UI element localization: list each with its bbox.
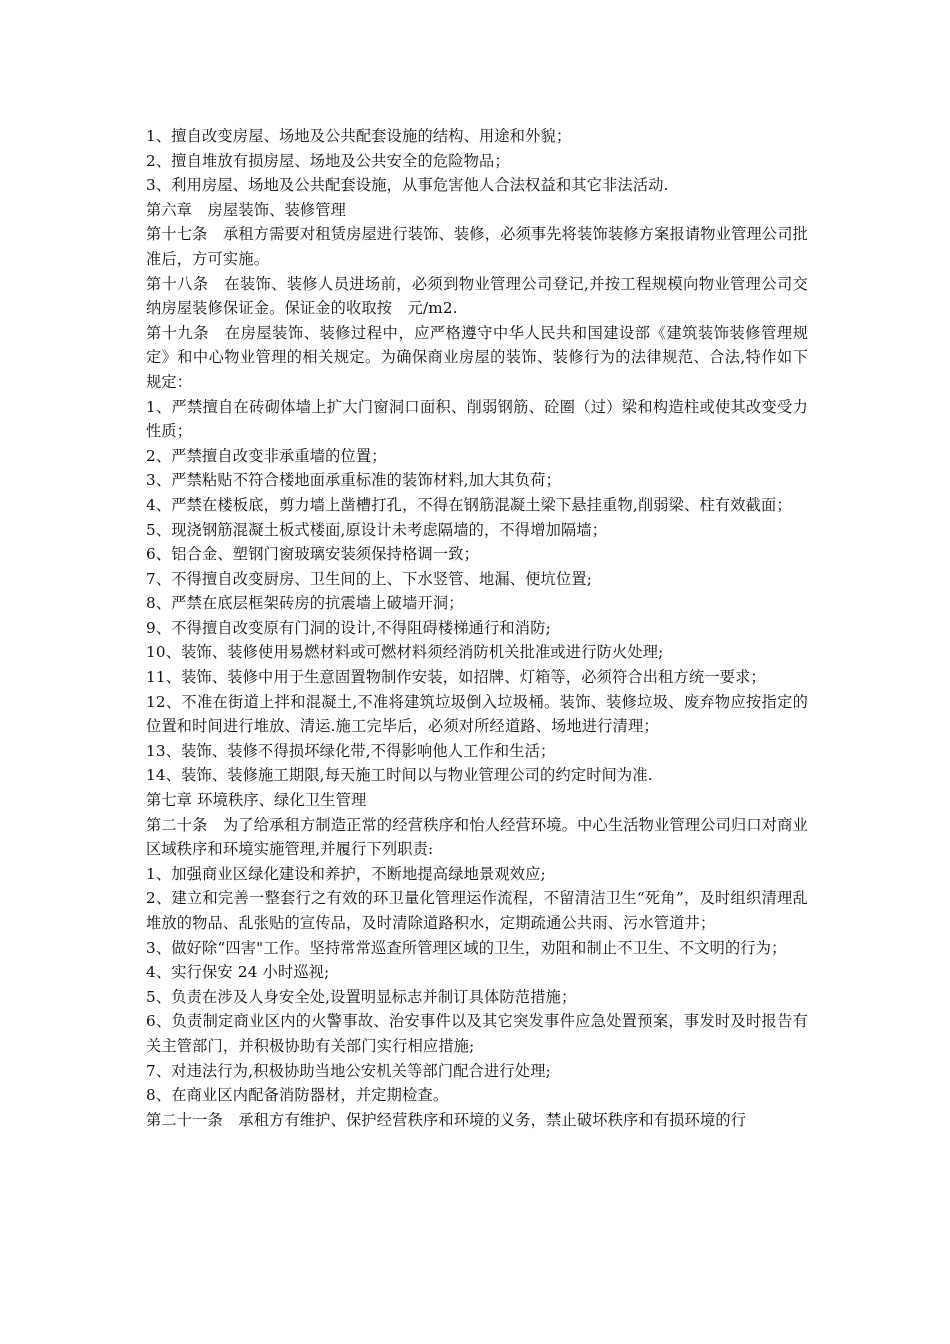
clause-paragraph: 8、在商业区内配备消防器材，并定期检查。 xyxy=(146,1086,449,1105)
clause-paragraph: 7、不得擅自改变厨房、卫生间的上、下水竖管、地漏、便坑位置; xyxy=(146,569,593,588)
clause-paragraph: 8、严禁在底层框架砖房的抗震墙上破墙开洞； xyxy=(146,594,464,613)
clause-paragraph: 2、严禁擅自改变非承重墙的位置； xyxy=(146,446,387,465)
article-paragraph: 第十八条 在装饰、装修人员进场前，必须到物业管理公司登记,并按工程规模向物业管理公司交纳房屋装修保证金。保证金的收取按 元/m2. xyxy=(146,274,808,318)
clause-paragraph: 12、不准在街道上拌和混凝土,不准将建筑垃圾倒入垃圾桶。装饰、装修垃圾、废弃物应按指定的位置和时间进行堆放、清运.施工完毕后，必须对所经道路、场地进行清理； xyxy=(146,692,808,736)
clause-paragraph: 4、严禁在楼板底，剪力墙上凿槽打孔，不得在钢筋混凝土梁下悬挂重物,削弱梁、柱有效截面； xyxy=(146,495,792,514)
clause-paragraph: 5、现浇钢筋混凝土板式楼面,原设计未考虑隔墙的，不得增加隔墙； xyxy=(146,520,608,539)
clause-paragraph: 9、不得擅自改变原有门洞的设计,不得阻碍楼梯通行和消防; xyxy=(146,618,551,637)
clause-paragraph: 7、对违法行为,积极协助当地公安机关等部门配合进行处理; xyxy=(146,1061,551,1080)
clause-paragraph: 6、负责制定商业区内的火警事故、治安事件以及其它突发事件应急处置预案，事发时及时报告有关主管部门，并积极协助有关部门实行相应措施; xyxy=(146,1012,808,1055)
clause-paragraph: 3、利用房屋、场地及公共配套设施，从事危害他人合法权益和其它非法活动. xyxy=(146,176,669,195)
clause-paragraph: 2、建立和完善一整套行之有效的环卫量化管理运作流程，不留清洁卫生“死角”，及时组织清理乱堆放的物品、乱张贴的宣传品，及时清除道路积水，定期疏通公共雨、污水管道井； xyxy=(146,889,808,932)
clause-paragraph: 13、装饰、装修不得损坏绿化带,不得影响他人工作和生活； xyxy=(146,741,556,760)
article-paragraph: 第十七条 承租方需要对租赁房屋进行装饰、装修，必须事先将装饰装修方案报请物业管理公司批准后，方可实施。 xyxy=(146,225,808,268)
document-body xyxy=(146,124,808,1132)
clause-paragraph: 1、擅自改变房屋、场地及公共配套设施的结构、用途和外貌； xyxy=(146,127,572,145)
clause-paragraph: 3、严禁粘贴不符合楼地面承重标准的装饰材料,加大其负荷； xyxy=(146,471,561,490)
clause-paragraph: 2、擅自堆放有损房屋、场地及公共安全的危险物品； xyxy=(146,151,510,170)
article-paragraph: 第十九条 在房屋装饰、装修过程中，应严格遵守中华人民共和国建设部《建筑装饰装修管理规定》和中心物业管理的相关规定。为确保商业房屋的装饰、装修行为的法律规范、合法,特作如下规定： xyxy=(146,323,808,391)
clause-paragraph: 6、铝合金、塑钢门窗玻璃安装须保持格调一致； xyxy=(146,545,480,564)
clause-paragraph: 10、装饰、装修使用易燃材料或可燃材料须经消防机关批准或进行防火处理; xyxy=(146,643,664,662)
clause-paragraph: 14、装饰、装修施工期限,每天施工时间以与物业管理公司的约定时间为准. xyxy=(146,766,653,785)
chapter-heading: 第六章 房屋装饰、装修管理 xyxy=(146,200,347,219)
chapter-heading: 第七章 环境秩序、绿化卫生管理 xyxy=(146,791,367,810)
clause-paragraph: 4、实行保安 24 小时巡视; xyxy=(146,963,330,982)
article-paragraph: 第二十一条 承租方有维护、保护经营秩序和环境的义务，禁止破坏秩序和有损环境的行 xyxy=(146,1110,747,1129)
article-paragraph: 第二十条 为了给承租方制造正常的经营秩序和怡人经营环境。中心生活物业管理公司归口对商业区域秩序和环境实施管理,并履行下列职责: xyxy=(146,815,808,859)
clause-paragraph: 3、做好除“四害"工作。坚持常常巡查所管理区域的卫生，劝阻和制止不卫生、不文明的行为； xyxy=(146,938,787,957)
clause-paragraph: 1、严禁擅自在砖砌体墙上扩大门窗洞口面积、削弱钢筋、砼圈（过）梁和构造柱或使其改变受力性质； xyxy=(146,397,808,441)
clause-paragraph: 5、负责在涉及人身安全处,设置明显标志并制订具体防范措施； xyxy=(146,987,577,1006)
clause-paragraph: 1、加强商业区绿化建设和养护，不断地提高绿地景观效应; xyxy=(146,864,546,883)
clause-paragraph: 11、装饰、装修中用于生意固置物制作安装，如招牌、灯箱等，必须符合出租方统一要求； xyxy=(146,668,766,687)
